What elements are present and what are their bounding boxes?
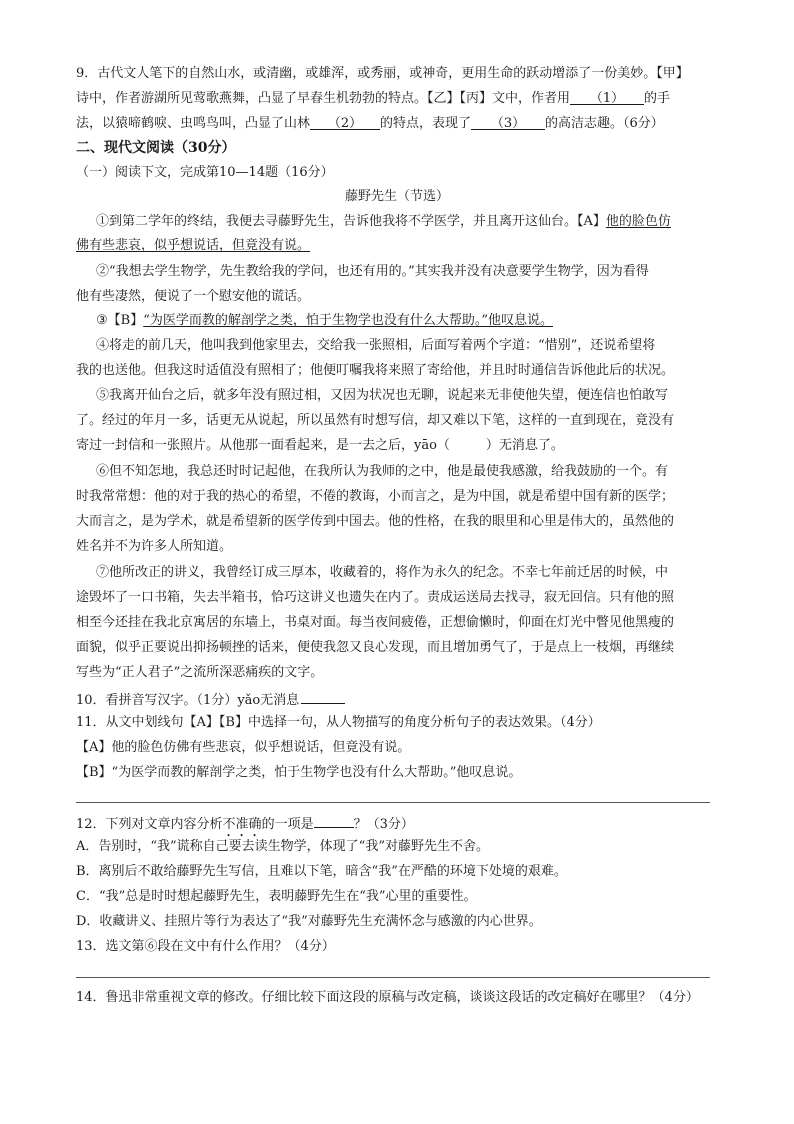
q12-option-a[interactable]: A．告别时，“我”谎称自己要去读生物学，体现了“我”对藤野先生不舍。 bbox=[76, 839, 489, 854]
para-5-line-3 bbox=[76, 438, 564, 454]
q13-answer-line[interactable] bbox=[76, 977, 710, 978]
q9-blank-2-label: （2） bbox=[327, 116, 363, 131]
para-text: ①到第二学年的终结，我便去寻藤野先生，告诉他我将不学医学，并且离开这仙台。【A】 bbox=[96, 214, 606, 229]
q9-line-2 bbox=[76, 91, 670, 107]
q9-blank-3[interactable] bbox=[471, 116, 545, 130]
para-7-line-1: ⑦他所改正的讲义，我曾经订成三厚本，收藏着的，将作为永久的纪念。不幸七年前迁居的时候，中 bbox=[96, 565, 669, 580]
q11-stem: 11．从文中划线句【A】【B】中选择一句，从人物描写的角度分析句子的表达效果。（4分） bbox=[76, 715, 601, 730]
q11-answer-line[interactable] bbox=[76, 802, 710, 803]
q9-line-1: 9．古代文人笔下的自然山水，或清幽，或雄浑，或秀丽，或神奇，更用生命的跃动增添了一份美妙。【甲】 bbox=[76, 66, 689, 81]
q9-line-3 bbox=[76, 116, 664, 132]
para-text: ③【B】 bbox=[96, 313, 144, 328]
para-1-line-1 bbox=[96, 214, 671, 230]
q13-stem: 13．选文第⑥段在文中有什么作用？（4分） bbox=[76, 939, 335, 954]
para-4-line-1: ④将走的前几天，他叫我到他家里去，交给我一张照相，后面写着两个字道：“惜别”，还说希望将 bbox=[96, 338, 656, 353]
q12-text: ？（3分） bbox=[353, 817, 414, 832]
q9-blank-3-label: （3） bbox=[490, 116, 526, 131]
q12-option-c[interactable]: C．“我”总是时时想起藤野先生，表明藤野先生在“我”心里的重要性。 bbox=[76, 889, 477, 904]
q9-text: 的高洁志趣。（6分） bbox=[545, 116, 664, 131]
q9-text: 诗中，作者游湖所见莺歌燕舞，凸显了早春生机勃勃的特点。【乙】【丙】文中，作者用 bbox=[76, 91, 571, 106]
section-heading: 二、现代文阅读（30分） bbox=[76, 140, 236, 156]
para-7-line-5: 写些为“正人君子”之流所深恶痛疾的文字。 bbox=[76, 665, 324, 680]
q12-stem bbox=[76, 814, 414, 840]
para-5-line-1: ⑤我离开仙台之后，就多年没有照过相，又因为状况也无聊，说起来无非使他失望，便连信也怕敢写 bbox=[96, 388, 669, 403]
para-2-line-1: ②“我想去学生物学，先生教给我的学问，也还有用的。”其实我并没有决意要学生物学，因为看得 bbox=[96, 264, 649, 279]
q11-option-a: 【A】他的脸色仿佛有些悲哀，似乎想说话，但竟没有说。 bbox=[76, 740, 411, 755]
para-3-line-1 bbox=[96, 313, 553, 329]
q9-blank-2[interactable] bbox=[310, 116, 380, 130]
para-text: 寄过一封信和一张照片。从他那一面看起来，是一去之后，yāo（ bbox=[76, 438, 450, 453]
para-7-line-3: 相至今还挂在我北京寓居的东墙上，书桌对面。每当夜间疲倦，正想偷懒时，仰面在灯光中瞥见他黑瘦的 bbox=[76, 615, 675, 630]
q9-blank-1-label: （1） bbox=[589, 91, 625, 106]
q10 bbox=[76, 690, 345, 709]
q9-text: 的手 bbox=[644, 91, 671, 106]
para-6-line-3: 大而言之，是为学术，就是希望新的医学传到中国去。他的性格，在我的眼里和心里是伟大的，虽然他的 bbox=[76, 514, 675, 529]
q12-option-b[interactable]: B．离别后不敢给藤野先生写信，且难以下笔，暗含“我”在严酷的环境下处境的艰难。 bbox=[76, 864, 567, 879]
part-heading: （一）阅读下文，完成第10—14题（16分） bbox=[76, 165, 334, 180]
q10-text: 10．看拼音写汉字。（1分）yǎo无消息 bbox=[76, 693, 300, 708]
underlined-sentence-a: 他的脸色仿 bbox=[605, 214, 671, 229]
para-5-line-2: 了。经过的年月一多，话更无从说起，所以虽然有时想写信，却又难以下笔，这样的一直到现在，竟没有 bbox=[76, 413, 675, 428]
passage-title: 藤野先生（节选） bbox=[344, 189, 449, 204]
para-6-line-2: 时我常常想：他的对于我的热心的希望，不倦的教诲，小而言之，是为中国，就是希望中国有新的医学； bbox=[76, 489, 675, 504]
para-1-line-2 bbox=[76, 238, 310, 254]
q12-option-d[interactable]: D．收藏讲义、挂照片等行为表达了“我”对藤野先生充满怀念与感激的内心世界。 bbox=[76, 914, 542, 929]
q12-answer-blank[interactable] bbox=[314, 814, 354, 828]
para-6-line-1: ⑥但不知怎地，我总还时时记起他，在我所认为我师的之中，他是最使我感激，给我鼓励的一个。有 bbox=[96, 464, 669, 479]
q9-blank-1[interactable] bbox=[570, 91, 644, 105]
para-4-line-2: 我的也送他。但我这时适值没有照相了；他便叮嘱我将来照了寄给他，并且时时通信告诉他此后的状况。 bbox=[76, 363, 675, 378]
q14-stem: 14．鲁迅非常重视文章的修改。仔细比较下面这段的原稿与改定稿，谈谈这段话的改定稿好在哪里？（4分） bbox=[76, 990, 699, 1005]
q12-text: 的一项是 bbox=[261, 817, 314, 832]
q9-text: 的特点，表现了 bbox=[380, 116, 472, 131]
q11-option-b: 【B】“为医学而教的解剖学之类，怕于生物学也没有什么大帮助。”他叹息说。 bbox=[76, 765, 522, 780]
q12-emphasis: 不准确 bbox=[222, 817, 262, 832]
q10-answer-blank[interactable] bbox=[301, 690, 345, 704]
q12-text: 12．下列对文章内容分析 bbox=[76, 817, 223, 832]
para-text: ）无消息了。 bbox=[485, 438, 564, 453]
underlined-sentence-b: “为医学而教的解剖学之类，怕于生物学也没有什么大帮助。”他叹息说。 bbox=[143, 313, 554, 328]
para-6-line-4: 姓名并不为许多人所知道。 bbox=[76, 539, 233, 554]
para-7-line-2: 途毁坏了一口书箱，失去半箱书，恰巧这讲义也遗失在内了。责成运送局去找寻，寂无回信。只有他的照 bbox=[76, 590, 675, 605]
q9-text: 法，以猿啼鹤唳、虫鸣鸟叫，凸显了山林 bbox=[76, 116, 311, 131]
underlined-sentence-a: 佛有些悲哀，似乎想说话，但竟没有说。 bbox=[76, 238, 311, 253]
para-7-line-4: 面貌，似乎正要说出抑扬顿挫的话来，便使我忽又良心发现，而且增加勇气了，于是点上一枝烟，再继续 bbox=[76, 640, 675, 655]
para-2-line-2: 他有些凄然，便说了一个慰安他的谎话。 bbox=[76, 289, 311, 304]
